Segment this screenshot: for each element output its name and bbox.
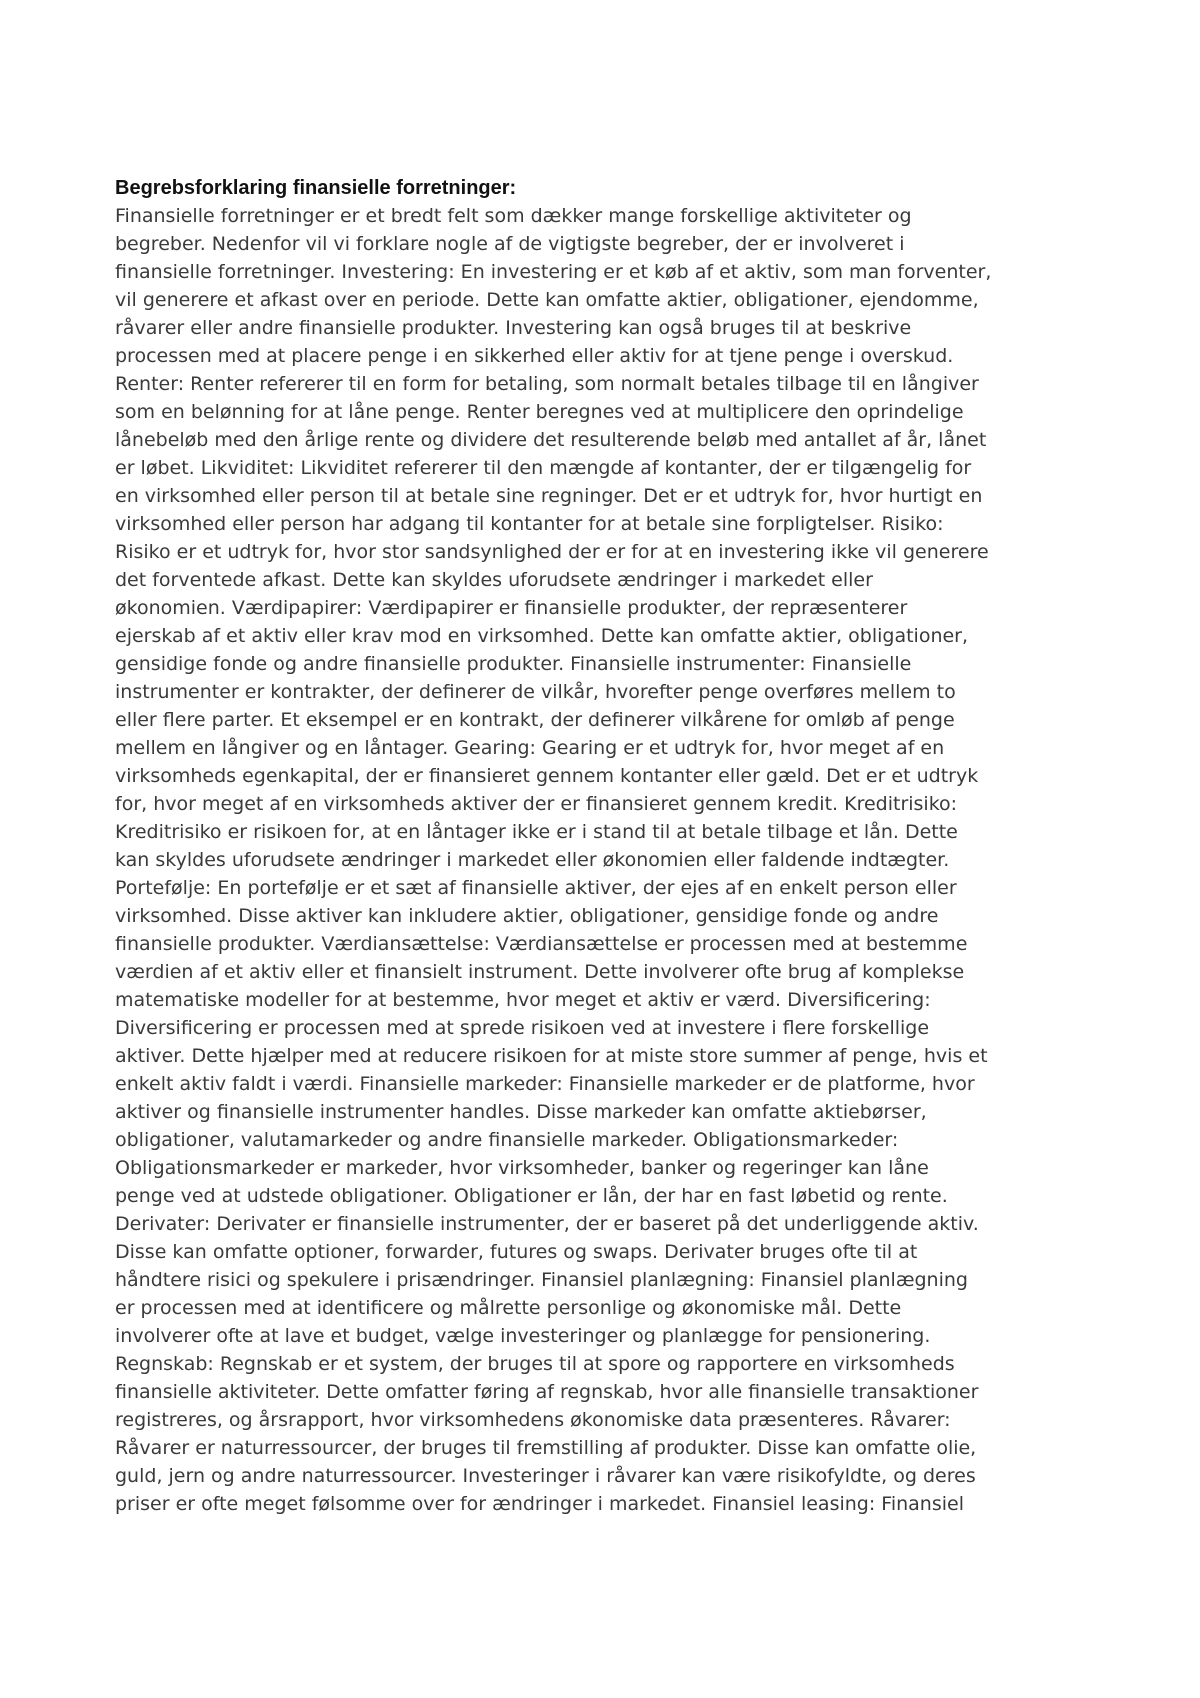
paragraph-line: Derivater: Derivater er finansielle instrumenter, der er baseret på det underliggende aktiv. xyxy=(115,1213,979,1235)
paragraph-line: mellem en långiver og en låntager. Gearing: Gearing er et udtryk for, hvor meget af en xyxy=(115,737,945,759)
paragraph-line: Råvarer er naturressourcer, der bruges til fremstilling af produkter. Disse kan omfatte olie, xyxy=(115,1437,977,1459)
paragraph-line: det forventede afkast. Dette kan skyldes uforudsete ændringer i markedet eller xyxy=(115,569,873,591)
paragraph-line: Kreditrisiko er risikoen for, at en låntager ikke er i stand til at betale tilbage et lån. Dette xyxy=(115,821,958,843)
paragraph-line: Renter: Renter refererer til en form for betaling, som normalt betales tilbage til en långiver xyxy=(115,373,979,395)
paragraph-line: finansielle forretninger. Investering: En investering er et køb af et aktiv, som man forventer, xyxy=(115,261,992,283)
paragraph-line: for, hvor meget af en virksomheds aktiver der er finansieret gennem kredit. Kreditrisiko: xyxy=(115,793,958,815)
paragraph-line: er løbet. Likviditet: Likviditet refererer til den mængde af kontanter, der er tilgængelig for xyxy=(115,457,972,479)
paragraph-line: som en belønning for at låne penge. Renter beregnes ved at multiplicere den oprindelige xyxy=(115,401,964,423)
paragraph-line: Diversificering er processen med at sprede risikoen ved at investere i flere forskellige xyxy=(115,1017,930,1039)
paragraph-line: eller flere parter. Et eksempel er en kontrakt, der definerer vilkårene for omløb af penge xyxy=(115,709,955,731)
paragraph-line: virksomheds egenkapital, der er finansieret gennem kontanter eller gæld. Det er et udtryk xyxy=(115,765,979,787)
paragraph xyxy=(115,202,1100,1518)
paragraph-line: Regnskab: Regnskab er et system, der bruges til at spore og rapportere en virksomheds xyxy=(115,1353,955,1375)
paragraph-line: finansielle aktiviteter. Dette omfatter føring af regnskab, hvor alle finansielle transaktioner xyxy=(115,1381,979,1403)
paragraph-line: Obligationsmarkeder er markeder, hvor virksomheder, banker og regeringer kan låne xyxy=(115,1157,929,1179)
paragraph-line: finansielle produkter. Værdiansættelse: Værdiansættelse er processen med at bestemme xyxy=(115,933,968,955)
paragraph-line: matematiske modeller for at bestemme, hvor meget et aktiv er værd. Diversificering: xyxy=(115,989,931,1011)
paragraph-line: gensidige fonde og andre finansielle produkter. Finansielle instrumenter: Finansielle xyxy=(115,653,912,675)
paragraph-line: Disse kan omfatte optioner, forwarder, futures og swaps. Derivater bruges ofte til at xyxy=(115,1241,918,1263)
paragraph-line: værdien af et aktiv eller et finansielt instrument. Dette involverer ofte brug af komplekse xyxy=(115,961,965,983)
paragraph-line: priser er ofte meget følsomme over for ændringer i markedet. Finansiel leasing: Finansiel xyxy=(115,1493,964,1515)
paragraph-line: obligationer, valutamarkeder og andre finansielle markeder. Obligationsmarkeder: xyxy=(115,1129,899,1151)
paragraph-line: er processen med at identificere og målrette personlige og økonomiske mål. Dette xyxy=(115,1297,902,1319)
paragraph-line: håndtere risici og spekulere i prisændringer. Finansiel planlægning: Finansiel planlægning xyxy=(115,1269,968,1291)
paragraph-line: begreber. Nedenfor vil vi forklare nogle af de vigtigste begreber, der er involveret i xyxy=(115,233,905,255)
paragraph-line: guld, jern og andre naturressourcer. Investeringer i råvarer kan være risikofyldte, og deres xyxy=(115,1465,976,1487)
document-heading: Begrebsforklaring finansielle forretninger: xyxy=(115,177,517,199)
paragraph-line: Finansielle forretninger er et bredt felt som dækker mange forskellige aktiviteter og xyxy=(115,205,912,227)
paragraph-line: Risiko er et udtryk for, hvor stor sandsynlighed der er for at en investering ikke vil generere xyxy=(115,541,989,563)
paragraph-line: virksomhed eller person har adgang til kontanter for at betale sine forpligtelser. Risiko: xyxy=(115,513,944,535)
paragraph-line: penge ved at udstede obligationer. Obligationer er lån, der har en fast løbetid og rente. xyxy=(115,1185,948,1207)
paragraph-line: ejerskab af et aktiv eller krav mod en virksomhed. Dette kan omfatte aktier, obligationer, xyxy=(115,625,969,647)
document-body xyxy=(115,174,1100,1518)
paragraph-line: involverer ofte at lave et budget, vælge investeringer og planlægge for pensionering. xyxy=(115,1325,931,1347)
paragraph-line: lånebeløb med den årlige rente og dividere det resulterende beløb med antallet af år, lånet xyxy=(115,429,987,451)
paragraph-line: enkelt aktiv faldt i værdi. Finansielle markeder: Finansielle markeder er de platforme, hvor xyxy=(115,1073,975,1095)
paragraph-line: registreres, og årsrapport, hvor virksomhedens økonomiske data præsenteres. Råvarer: xyxy=(115,1409,951,1431)
paragraph-line: processen med at placere penge i en sikkerhed eller aktiv for at tjene penge i overskud. xyxy=(115,345,954,367)
paragraph-line: aktiver og finansielle instrumenter handles. Disse markeder kan omfatte aktiebørser, xyxy=(115,1101,927,1123)
paragraph-line: vil generere et afkast over en periode. Dette kan omfatte aktier, obligationer, ejendomme, xyxy=(115,289,979,311)
paragraph-line: virksomhed. Disse aktiver kan inkludere aktier, obligationer, gensidige fonde og andre xyxy=(115,905,939,927)
paragraph-line: kan skyldes uforudsete ændringer i markedet eller økonomien eller faldende indtægter. xyxy=(115,849,950,871)
paragraph-line: en virksomhed eller person til at betale sine regninger. Det er et udtryk for, hvor hurtigt en xyxy=(115,485,983,507)
paragraph-line: råvarer eller andre finansielle produkter. Investering kan også bruges til at beskrive xyxy=(115,317,912,339)
paragraph-line: instrumenter er kontrakter, der definerer de vilkår, hvorefter penge overføres mellem to xyxy=(115,681,956,703)
paragraph-line: økonomien. Værdipapirer: Værdipapirer er finansielle produkter, der repræsenterer xyxy=(115,597,908,619)
paragraph-line: Portefølje: En portefølje er et sæt af finansielle aktiver, der ejes af en enkelt person eller xyxy=(115,877,957,899)
paragraph-line: aktiver. Dette hjælper med at reducere risikoen for at miste store summer af penge, hvis et xyxy=(115,1045,988,1067)
